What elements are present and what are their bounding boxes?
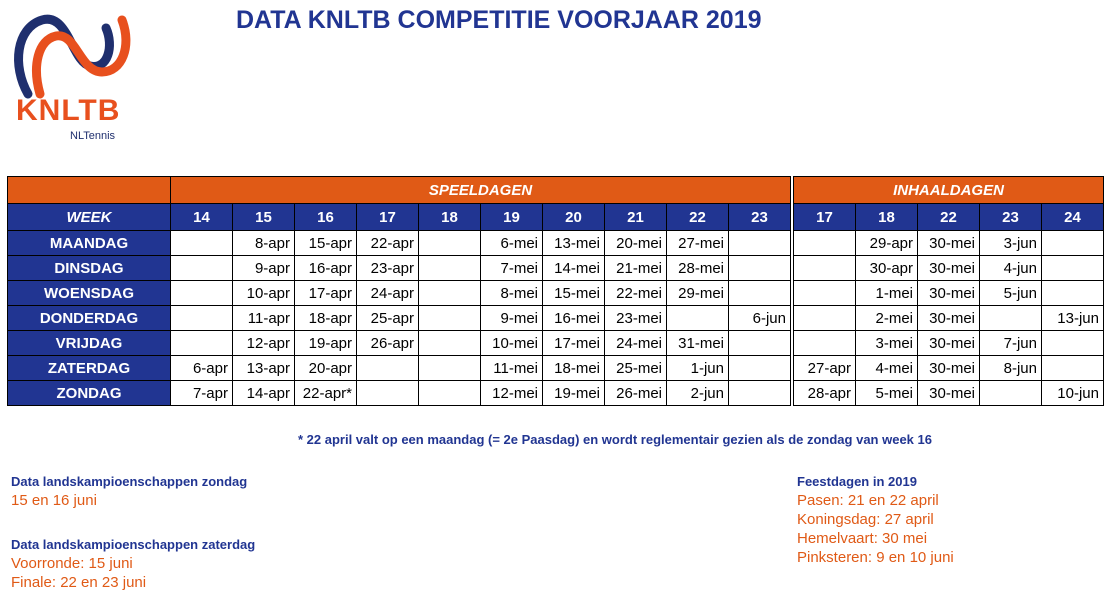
block-line: Pinksteren: 9 en 10 juni: [797, 549, 954, 566]
speeldagen-header: SPEELDAGEN: [171, 177, 791, 204]
speeldag-cell: [729, 356, 791, 381]
speel-week-number: 20: [543, 204, 605, 231]
inhaaldag-cell: 30-mei: [918, 331, 980, 356]
inhaaldag-cell: 3-mei: [856, 331, 918, 356]
speeldag-cell: [171, 306, 233, 331]
speeldag-cell: 22-apr: [357, 231, 419, 256]
inhaaldag-cell: 4-jun: [980, 256, 1042, 281]
speeldag-cell: 16-apr: [295, 256, 357, 281]
speeldag-cell: 11-mei: [481, 356, 543, 381]
day-label: MAANDAG: [8, 231, 171, 256]
speeldag-cell: [419, 281, 481, 306]
knltb-swoosh-icon: [10, 6, 140, 101]
inhaal-week-number: 17: [794, 204, 856, 231]
speeldag-cell: 19-mei: [543, 381, 605, 406]
speeldag-cell: 12-apr: [233, 331, 295, 356]
week-label: WEEK: [8, 204, 171, 231]
speeldag-cell: 17-apr: [295, 281, 357, 306]
feestdagen-block: [797, 474, 954, 568]
speeldag-cell: [729, 281, 791, 306]
page-title: DATA KNLTB COMPETITIE VOORJAAR 2019: [236, 6, 762, 34]
inhaaldag-cell: 30-mei: [918, 381, 980, 406]
day-label: ZONDAG: [8, 381, 171, 406]
speeldag-cell: 6-jun: [729, 306, 791, 331]
block-line: Hemelvaart: 30 mei: [797, 530, 928, 547]
speeldag-cell: 10-mei: [481, 331, 543, 356]
day-label: WOENSDAG: [8, 281, 171, 306]
inhaaldagen-header: INHAALDAGEN: [794, 177, 1104, 204]
speeldag-cell: 31-mei: [667, 331, 729, 356]
inhaaldag-cell: [1042, 231, 1104, 256]
speeldag-cell: 17-mei: [543, 331, 605, 356]
speeldag-cell: [171, 231, 233, 256]
inhaaldag-cell: 30-mei: [918, 281, 980, 306]
speeldag-cell: 7-apr: [171, 381, 233, 406]
speeldag-cell: 22-mei: [605, 281, 667, 306]
inhaaldag-cell: 28-apr: [794, 381, 856, 406]
speeldag-cell: 20-apr: [295, 356, 357, 381]
inhaaldag-cell: 30-apr: [856, 256, 918, 281]
speeldag-cell: [729, 256, 791, 281]
inhaaldag-cell: [1042, 256, 1104, 281]
table-row: [8, 381, 1104, 406]
logo-wordmark: KNLTB: [16, 94, 121, 127]
table-row: [8, 356, 1104, 381]
inhaaldag-cell: 30-mei: [918, 256, 980, 281]
section-header-row: [8, 177, 1104, 204]
inhaaldag-cell: [794, 256, 856, 281]
inhaaldag-cell: [1042, 331, 1104, 356]
inhaaldag-cell: [794, 231, 856, 256]
speeldag-cell: [357, 381, 419, 406]
speeldag-cell: 21-mei: [605, 256, 667, 281]
inhaaldag-cell: 30-mei: [918, 306, 980, 331]
day-label: ZATERDAG: [8, 356, 171, 381]
inhaaldag-cell: 5-mei: [856, 381, 918, 406]
speeldag-cell: 25-mei: [605, 356, 667, 381]
speeldag-cell: [419, 356, 481, 381]
table-row: [8, 331, 1104, 356]
speeldag-cell: 11-apr: [233, 306, 295, 331]
schedule-table: [7, 176, 1104, 406]
day-label: DONDERDAG: [8, 306, 171, 331]
logo-subtitle: NLTennis: [70, 130, 116, 142]
day-label: DINSDAG: [8, 256, 171, 281]
speeldag-cell: 1-jun: [667, 356, 729, 381]
speel-week-number: 21: [605, 204, 667, 231]
speeldag-cell: 22-apr*: [295, 381, 357, 406]
speeldag-cell: 9-mei: [481, 306, 543, 331]
speeldag-cell: [419, 231, 481, 256]
speel-week-number: 23: [729, 204, 791, 231]
speeldag-cell: 9-apr: [233, 256, 295, 281]
speeldag-cell: [729, 231, 791, 256]
speeldag-cell: 28-mei: [667, 256, 729, 281]
speeldag-cell: [419, 381, 481, 406]
table-row: [8, 281, 1104, 306]
speeldag-cell: [729, 331, 791, 356]
speeldag-cell: [667, 306, 729, 331]
inhaal-week-number: 18: [856, 204, 918, 231]
speeldag-cell: 24-apr: [357, 281, 419, 306]
inhaaldag-cell: 1-mei: [856, 281, 918, 306]
speeldag-cell: 14-mei: [543, 256, 605, 281]
speel-week-number: 19: [481, 204, 543, 231]
speeldag-cell: 13-apr: [233, 356, 295, 381]
inhaaldag-cell: [794, 331, 856, 356]
speeldag-cell: 8-mei: [481, 281, 543, 306]
inhaaldag-cell: [1042, 356, 1104, 381]
speeldag-cell: 8-apr: [233, 231, 295, 256]
inhaaldag-cell: 30-mei: [918, 231, 980, 256]
week-header-row: [8, 204, 1104, 231]
speeldag-cell: 23-apr: [357, 256, 419, 281]
corner-cell: [8, 177, 171, 204]
block-line: Voorronde: 15 juni: [11, 555, 133, 572]
speeldag-cell: 18-mei: [543, 356, 605, 381]
speeldag-cell: [171, 281, 233, 306]
knltb-logo: [10, 6, 140, 141]
speeldag-cell: [171, 256, 233, 281]
speeldag-cell: 24-mei: [605, 331, 667, 356]
block-title: Data landskampioenschappen zondag: [11, 474, 248, 489]
inhaaldag-cell: [794, 306, 856, 331]
speeldag-cell: 15-apr: [295, 231, 357, 256]
speeldag-cell: 25-apr: [357, 306, 419, 331]
speeldag-cell: 15-mei: [543, 281, 605, 306]
zaterdag-kampioenschappen-block: [11, 537, 255, 593]
inhaaldag-cell: [794, 281, 856, 306]
inhaaldag-cell: 8-jun: [980, 356, 1042, 381]
speeldag-cell: 26-apr: [357, 331, 419, 356]
speel-week-number: 22: [667, 204, 729, 231]
speeldag-cell: 23-mei: [605, 306, 667, 331]
speeldag-cell: 7-mei: [481, 256, 543, 281]
speeldag-cell: 14-apr: [233, 381, 295, 406]
speeldag-cell: 12-mei: [481, 381, 543, 406]
inhaal-week-number: 22: [918, 204, 980, 231]
speeldag-cell: 2-jun: [667, 381, 729, 406]
speeldag-cell: 16-mei: [543, 306, 605, 331]
table-row: [8, 256, 1104, 281]
speel-week-number: 18: [419, 204, 481, 231]
speeldag-cell: 13-mei: [543, 231, 605, 256]
inhaaldag-cell: [980, 381, 1042, 406]
speel-week-number: 17: [357, 204, 419, 231]
speeldag-cell: [171, 331, 233, 356]
inhaaldag-cell: 2-mei: [856, 306, 918, 331]
inhaaldag-cell: [980, 306, 1042, 331]
table-row: [8, 231, 1104, 256]
speeldag-cell: 18-apr: [295, 306, 357, 331]
day-label: VRIJDAG: [8, 331, 171, 356]
block-line: Finale: 22 en 23 juni: [11, 574, 147, 591]
inhaaldag-cell: 4-mei: [856, 356, 918, 381]
zondag-kampioenschappen-block: [11, 474, 247, 511]
speeldag-cell: 19-apr: [295, 331, 357, 356]
block-line: Pasen: 21 en 22 april: [797, 492, 939, 509]
block-line: 15 en 16 juni: [11, 492, 97, 509]
block-title: Data landskampioenschappen zaterdag: [11, 537, 256, 552]
speeldag-cell: 10-apr: [233, 281, 295, 306]
inhaaldag-cell: 10-jun: [1042, 381, 1104, 406]
inhaaldag-cell: [1042, 281, 1104, 306]
speel-week-number: 14: [171, 204, 233, 231]
speeldag-cell: 20-mei: [605, 231, 667, 256]
speeldag-cell: [357, 356, 419, 381]
inhaaldag-cell: 30-mei: [918, 356, 980, 381]
speeldag-cell: 26-mei: [605, 381, 667, 406]
speel-week-number: 15: [233, 204, 295, 231]
inhaal-week-number: 24: [1042, 204, 1104, 231]
block-line: Koningsdag: 27 april: [797, 511, 934, 528]
inhaaldag-cell: 29-apr: [856, 231, 918, 256]
inhaaldag-cell: 27-apr: [794, 356, 856, 381]
speeldag-cell: [419, 331, 481, 356]
speeldag-cell: 27-mei: [667, 231, 729, 256]
speeldag-cell: 29-mei: [667, 281, 729, 306]
inhaaldag-cell: 3-jun: [980, 231, 1042, 256]
speel-week-number: 16: [295, 204, 357, 231]
speeldag-cell: 6-apr: [171, 356, 233, 381]
block-title: Feestdagen in 2019: [797, 474, 917, 489]
inhaaldag-cell: 5-jun: [980, 281, 1042, 306]
table-row: [8, 306, 1104, 331]
inhaaldag-cell: 7-jun: [980, 331, 1042, 356]
speeldag-cell: 6-mei: [481, 231, 543, 256]
inhaaldag-cell: 13-jun: [1042, 306, 1104, 331]
footnote: * 22 april valt op een maandag (= 2e Paasdag) en wordt reglementair gezien als de zondag van week 16: [298, 432, 932, 447]
speeldag-cell: [729, 381, 791, 406]
speeldag-cell: [419, 306, 481, 331]
speeldag-cell: [419, 256, 481, 281]
inhaal-week-number: 23: [980, 204, 1042, 231]
